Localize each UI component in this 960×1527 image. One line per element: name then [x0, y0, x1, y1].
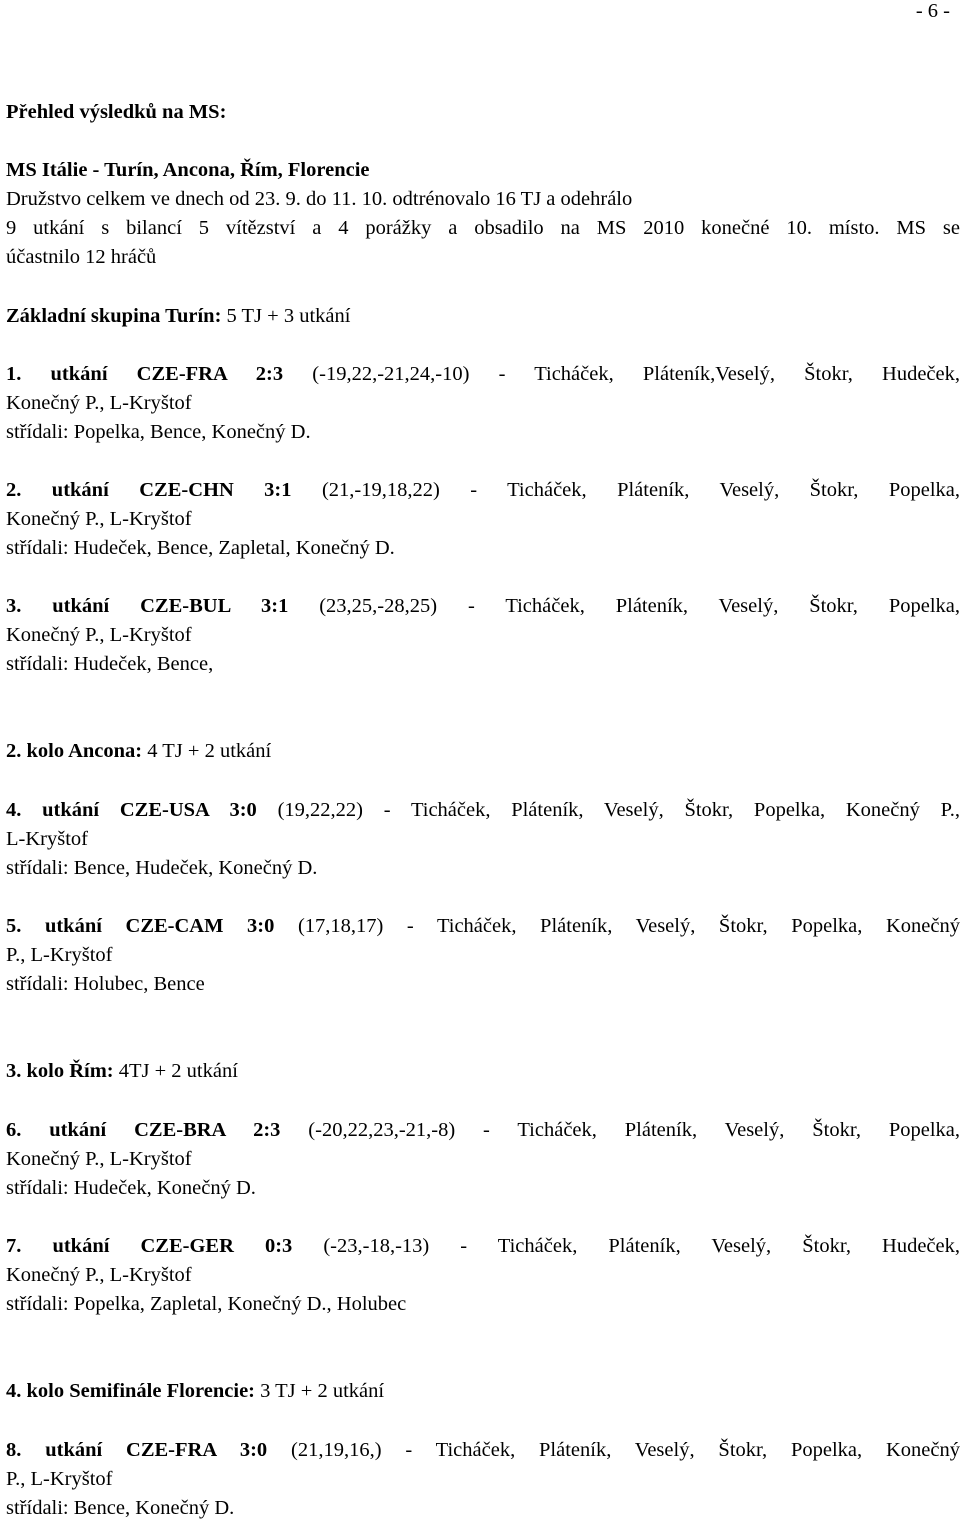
match-details: (-19,22,-21,24,-10) - Ticháček, Pláteník,Veselý, Štokr, Hudeček,	[283, 363, 960, 385]
match-substitutes: střídali: Bence, Hudeček, Konečný D.	[6, 857, 318, 879]
group-title	[6, 1058, 238, 1084]
match-details: (19,22,22) - Ticháček, Pláteník, Veselý, Štokr, Popelka, Konečný P.,	[256, 799, 960, 821]
match-details: (-20,22,23,-21,-8) - Ticháček, Pláteník, Veselý, Štokr, Popelka,	[280, 1119, 960, 1141]
page-number: - 6 -	[915, 0, 950, 22]
match-heading	[6, 361, 960, 387]
group-title-rest: 4 TJ + 2 utkání	[142, 740, 272, 762]
group-title-rest: 4TJ + 2 utkání	[113, 1060, 238, 1082]
match-substitutes: střídali: Popelka, Zapletal, Konečný D., Holubec	[6, 1293, 407, 1315]
match-label: 6. utkání CZE-BRA 2:3	[6, 1119, 281, 1141]
match-label: 5. utkání CZE-CAM 3:0	[6, 915, 275, 937]
match-lineup: Konečný P., L-Kryštof	[6, 392, 192, 414]
match-heading	[6, 593, 960, 619]
match-lineup: P., L-Kryštof	[6, 1468, 113, 1490]
group-title-rest: 5 TJ + 3 utkání	[221, 305, 351, 327]
match-substitutes: střídali: Hudeček, Konečný D.	[6, 1177, 256, 1199]
match-label: 1. utkání CZE-FRA 2:3	[6, 363, 284, 385]
match-heading	[6, 1233, 960, 1259]
match-heading	[6, 913, 960, 939]
summary-line-3: účastnilo 12 hráčů	[6, 246, 157, 268]
match-substitutes: střídali: Popelka, Bence, Konečný D.	[6, 421, 311, 443]
summary-line-2: 9 utkání s bilancí 5 vítězství a 4 porážky a obsadilo na MS 2010 konečné 10. místo. MS se	[6, 217, 960, 239]
group-title-bold: 2. kolo Ancona:	[6, 740, 143, 762]
group-title-bold: Základní skupina Turín:	[6, 305, 222, 327]
match-lineup: Konečný P., L-Kryštof	[6, 1264, 192, 1286]
match-heading	[6, 1117, 960, 1143]
group-title	[6, 1378, 384, 1404]
match-substitutes: střídali: Hudeček, Bence,	[6, 653, 214, 675]
group-title	[6, 738, 271, 764]
match-lineup: Konečný P., L-Kryštof	[6, 1148, 192, 1170]
match-heading	[6, 1437, 960, 1463]
match-details: (23,25,-28,25) - Ticháček, Pláteník, Veselý, Štokr, Popelka,	[288, 595, 960, 617]
match-substitutes: střídali: Holubec, Bence	[6, 973, 205, 995]
match-details: (-23,-18,-13) - Ticháček, Pláteník, Veselý, Štokr, Hudeček,	[292, 1235, 960, 1257]
match-lineup: L-Kryštof	[6, 828, 88, 850]
match-label: 8. utkání CZE-FRA 3:0	[6, 1439, 268, 1461]
group-title	[6, 303, 350, 329]
match-details: (17,18,17) - Ticháček, Pláteník, Veselý, Štokr, Popelka, Konečný	[274, 915, 960, 937]
match-lineup: Konečný P., L-Kryštof	[6, 508, 192, 530]
page-heading: Přehled výsledků na MS:	[6, 101, 227, 123]
championship-title: MS Itálie - Turín, Ancona, Řím, Florencie	[6, 159, 370, 181]
group-title-bold: 4. kolo Semifinále Florencie:	[6, 1380, 256, 1402]
match-label: 3. utkání CZE-BUL 3:1	[6, 595, 289, 617]
match-substitutes: střídali: Hudeček, Bence, Zapletal, Konečný D.	[6, 537, 395, 559]
match-details: (21,-19,18,22) - Ticháček, Pláteník, Veselý, Štokr, Popelka,	[291, 479, 960, 501]
group-title-rest: 3 TJ + 2 utkání	[255, 1380, 385, 1402]
match-lineup: Konečný P., L-Kryštof	[6, 624, 192, 646]
match-details: (21,19,16,) - Ticháček, Pláteník, Veselý, Štokr, Popelka, Konečný	[267, 1439, 960, 1461]
match-label: 4. utkání CZE-USA 3:0	[6, 799, 257, 821]
match-label: 7. utkání CZE-GER 0:3	[6, 1235, 293, 1257]
match-heading	[6, 797, 960, 823]
match-label: 2. utkání CZE-CHN 3:1	[6, 479, 292, 501]
group-title-bold: 3. kolo Řím:	[6, 1060, 114, 1082]
match-lineup: P., L-Kryštof	[6, 944, 113, 966]
match-substitutes: střídali: Bence, Konečný D.	[6, 1497, 235, 1519]
match-heading	[6, 477, 960, 503]
summary-line-1: Družstvo celkem ve dnech od 23. 9. do 11. 10. odtrénovalo 16 TJ a odehrálo	[6, 188, 633, 210]
